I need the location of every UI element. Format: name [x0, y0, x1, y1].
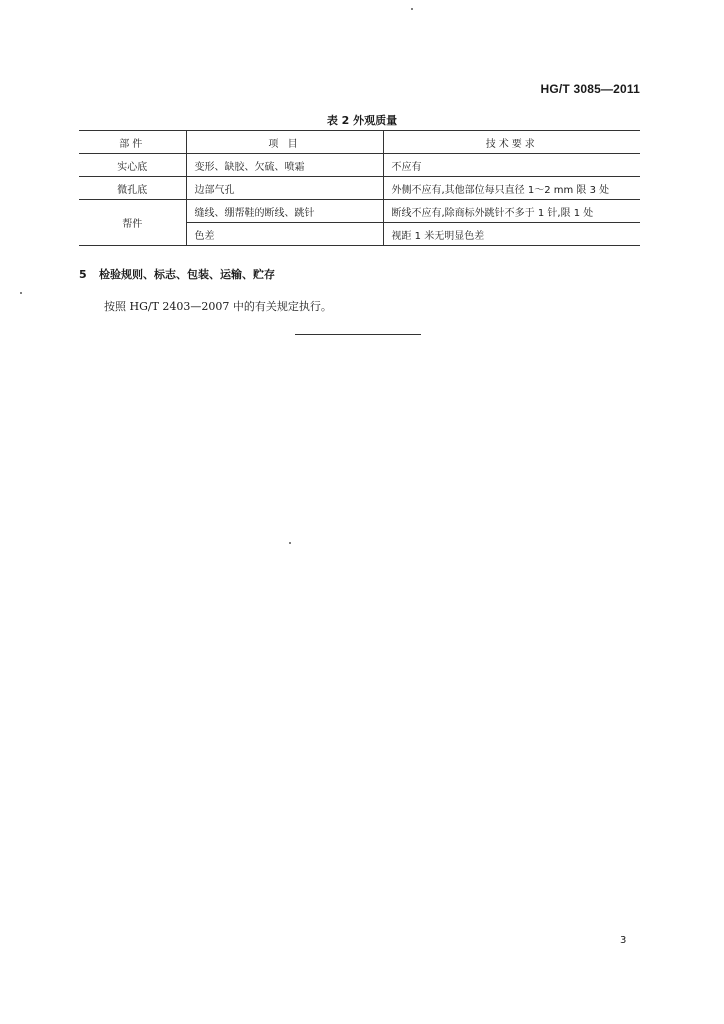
table-row: [79, 154, 640, 177]
section-heading: [79, 266, 275, 282]
part-cell: 微孔底: [79, 177, 186, 200]
scan-speck: [20, 292, 22, 294]
table-row: [79, 177, 640, 200]
item-cell: 边部气孔: [186, 177, 383, 200]
column-header-requirement: 技术要求: [383, 131, 640, 154]
document-code: HG/T 3085—2011: [540, 82, 640, 96]
requirement-cell: 断线不应有,除商标外跳针不多于 1 针,限 1 处: [383, 200, 640, 223]
part-cell: 实心底: [79, 154, 186, 177]
part-cell: 帮件: [79, 200, 186, 246]
scan-speck: [411, 8, 413, 10]
requirement-cell: 不应有: [383, 154, 640, 177]
table-header-row: [79, 131, 640, 154]
item-cell: 变形、缺胶、欠硫、喷霜: [186, 154, 383, 177]
table-caption: 表 2 外观质量: [326, 114, 398, 127]
end-of-document-rule: [295, 334, 421, 335]
requirement-cell: 外侧不应有,其他部位每只直径 1～2 mm 限 3 处: [383, 177, 640, 200]
requirement-cell: 视距 1 米无明显色差: [383, 223, 640, 246]
appearance-quality-table: [79, 130, 640, 246]
item-cell: 色差: [186, 223, 383, 246]
section-body-text: 按照 HG/T 2403—2007 中的有关规定执行。: [104, 300, 332, 313]
column-header-item: 项 目: [186, 131, 383, 154]
page-number: 3: [620, 935, 627, 946]
column-header-part: 部件: [79, 131, 186, 154]
scan-speck: [289, 542, 291, 544]
section-title: 检验规则、标志、包装、运输、贮存: [99, 268, 275, 281]
item-cell: 缝线、绷帮鞋的断线、跳针: [186, 200, 383, 223]
section-number: 5: [79, 268, 87, 281]
table-row: [79, 200, 640, 223]
